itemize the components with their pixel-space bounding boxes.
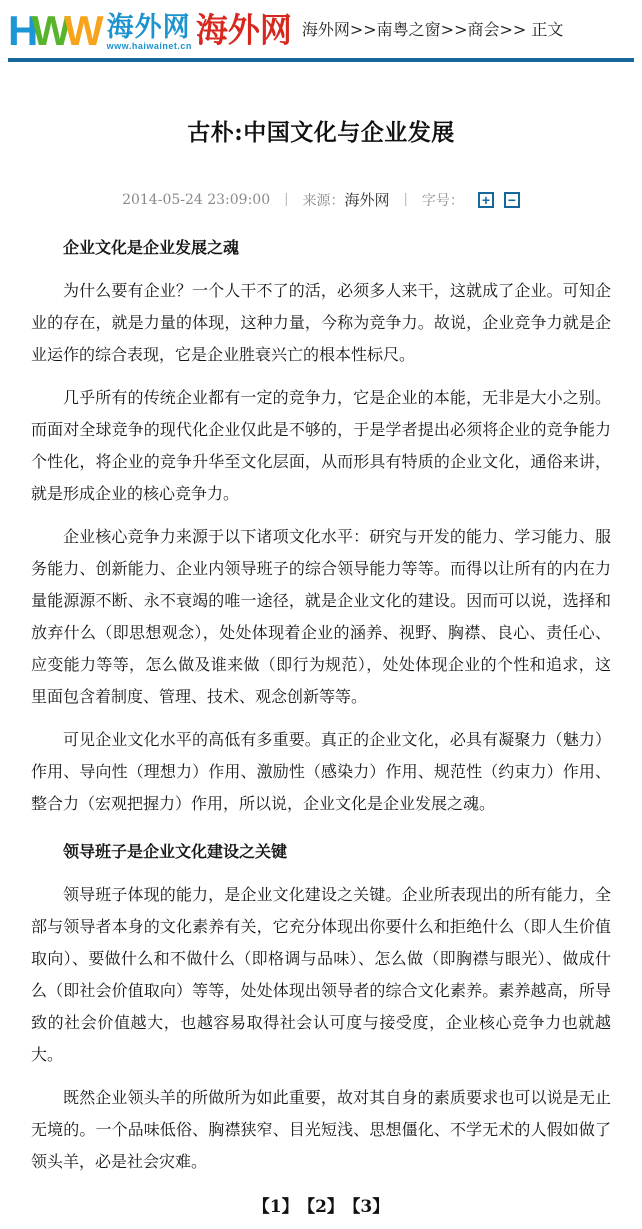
meta-separator: | — [403, 192, 408, 207]
source-label: 来源： — [302, 193, 345, 209]
article-paragraph: 企业核心竞争力来源于以下诸项文化水平：研究与开发的能力、学习能力、服务能力、创新能力、企业内领导班子的综合领导能力等等。而得以让所有的内在力量能源源不断、永不衰竭的唯一途径，就是企业文化的建设。因而可以说，选择和放弃什么（即思想观念），处处体现着企业的涵养、视野、胸襟、良心、责任心、应变能力等等，怎么做及谁来做（即行为规范），处处体现企业的个性和追求，这里面包含着制度、管理、技术、观念创新等等。 — [31, 527, 611, 706]
logo-site-url: www.haiwainet.cn — [106, 41, 192, 51]
source-value[interactable]: 海外网 — [344, 191, 390, 209]
logo-hww-icon — [8, 7, 107, 54]
page-link[interactable]: 【3】 — [351, 1197, 390, 1217]
logo-sitename-blue-text: 海外网 — [106, 12, 191, 42]
page-link[interactable]: 【2】 — [306, 1197, 344, 1217]
section-heading: 领导班子是企业文化建设之关键 — [63, 842, 288, 861]
logo-sitename-red: 海外网 — [195, 11, 292, 49]
font-size-controls — [478, 192, 520, 208]
page-link[interactable]: 【1】 — [252, 1197, 299, 1217]
article-meta — [0, 189, 642, 210]
fontsize-label: 字号： — [421, 192, 464, 209]
section-heading: 企业文化是企业发展之魂 — [63, 238, 240, 257]
header-divider — [8, 58, 634, 62]
logo-letter-w1: W — [31, 7, 64, 54]
font-decrease-button[interactable]: − — [504, 192, 520, 208]
pagination — [0, 1192, 642, 1229]
breadcrumb[interactable]: 海外网>>南粤之窗>>商会>> 正文 — [301, 19, 564, 39]
site-logo[interactable] — [8, 7, 292, 54]
article-source — [303, 189, 390, 210]
font-increase-button[interactable]: + — [478, 192, 494, 208]
logo-letter-h: H — [8, 7, 32, 54]
article-body — [31, 232, 611, 1178]
article-paragraph: 为什么要有企业？一个人干不了的活，必须多人来干，这就成了企业。可知企业的存在，就是力量的体现，这种力量，今称为竞争力。故说，企业竞争力就是企业运作的综合表现，它是企业胜衰兴亡的根本性标尺。 — [31, 281, 611, 364]
article-paragraph: 几乎所有的传统企业都有一定的竞争力，它是企业的本能，无非是大小之别。而面对全球竞争的现代化企业仅此是不够的，于是学者提出必须将企业的竞争能力个性化，将企业的竞争升华至文化层面，从而形具有特质的企业文化，通俗来讲，就是形成企业的核心竞争力。 — [31, 388, 611, 503]
article — [0, 114, 642, 1229]
article-paragraph: 既然企业领头羊的所做所为如此重要，故对其自身的素质要求也可以说是无止无境的。一个品味低俗、胸襟狭窄、目光短浅、思想僵化、不学无术的人假如做了领头羊，必是社会灾难。 — [31, 1088, 611, 1171]
article-title: 古朴:中国文化与企业发展 — [187, 119, 455, 146]
logo-sitename-blue — [107, 13, 192, 51]
logo-letter-w2: W — [64, 7, 97, 54]
article-date: 2014-05-24 23:09:00 — [122, 191, 271, 208]
site-header — [0, 0, 642, 58]
article-paragraph: 领导班子体现的能力，是企业文化建设之关键。企业所表现出的所有能力，全部与领导者本身的文化素养有关，它充分体现出你要什么和拒绝什么（即人生价值取向）、要做什么和不做什么（即格调与品味）、怎么做（即胸襟与眼光）、做成什么（即社会价值取向）等等，处处体现出领导者的综合文化素养。素养越高，所导致的社会价值越大，也越容易取得社会认可度与接受度，企业核心竞争力也就越大。 — [31, 885, 611, 1064]
article-paragraph: 可见企业文化水平的高低有多重要。真正的企业文化，必具有凝聚力（魅力）作用、导向性（理想力）作用、激励性（感染力）作用、规范性（约束力）作用、整合力（宏观把握力）作用，所以说，企业文化是企业发展之魂。 — [31, 730, 611, 813]
meta-separator: | — [284, 192, 289, 207]
